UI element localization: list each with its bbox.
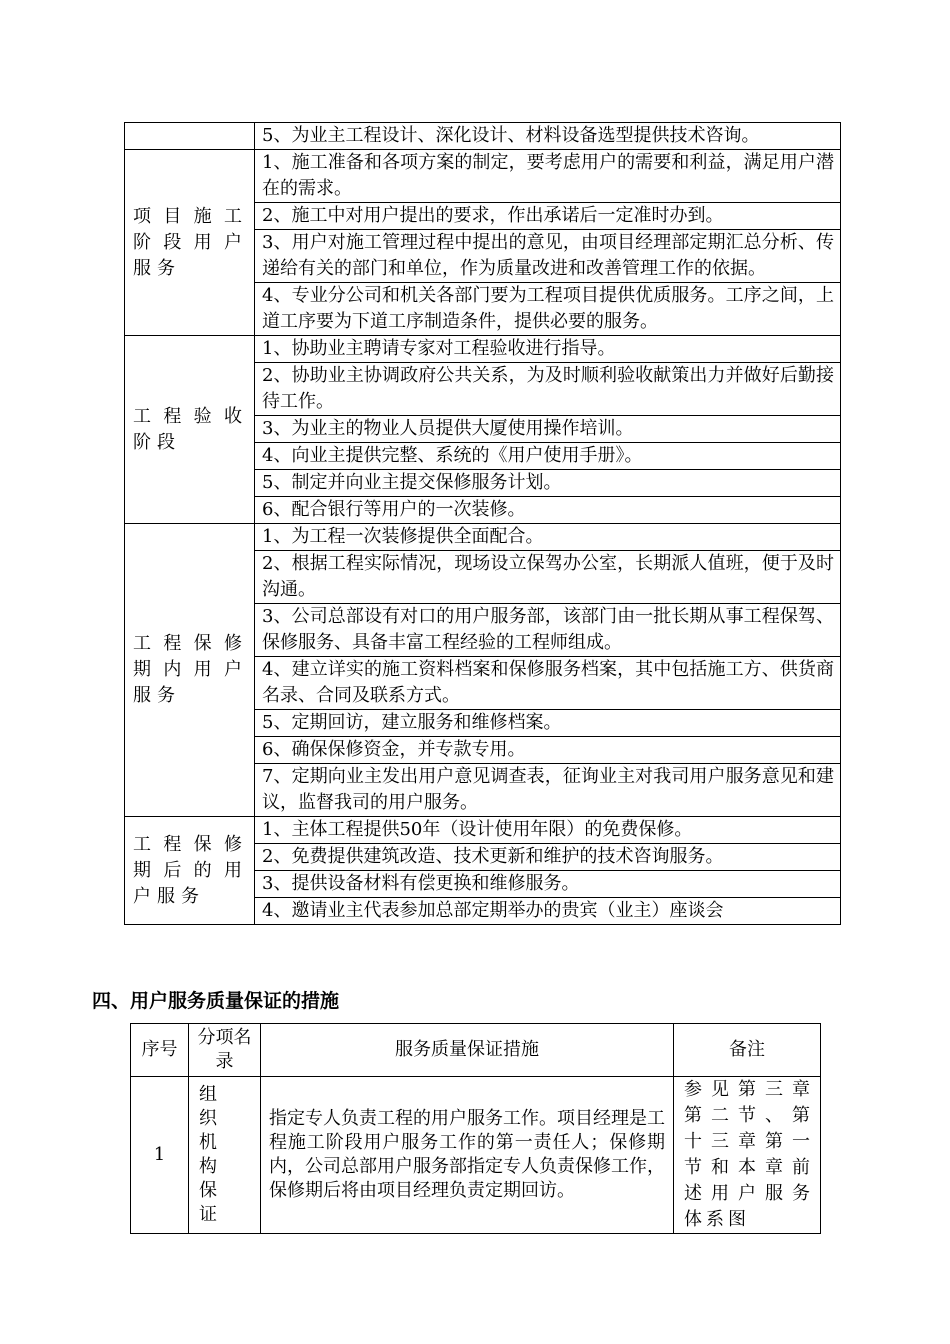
- table-header-row: [131, 1024, 821, 1077]
- table-row: [125, 524, 841, 551]
- seq-cell: 1: [131, 1077, 189, 1234]
- service-item-cell: 2、施工中对用户提出的要求，作出承诺后一定准时办到。: [255, 203, 841, 230]
- service-item-cell: 4、向业主提供完整、系统的《用户使用手册》。: [255, 443, 841, 470]
- service-item-cell: 5、制定并向业主提交保修服务计划。: [255, 470, 841, 497]
- table-row: [125, 817, 841, 844]
- section-heading: 四、用户服务质量保证的措施: [92, 990, 340, 1012]
- category-cell: 组织机构保证: [189, 1077, 261, 1234]
- table-row: [125, 123, 841, 150]
- service-item-cell: 3、提供设备材料有偿更换和维修服务。: [255, 871, 841, 898]
- service-item-cell: 4、专业分公司和机关各部门要为工程项目提供优质服务。工序之间，上道工序要为下道工序制造条件，提供必要的服务。: [255, 283, 841, 336]
- service-item-cell: 5、定期回访，建立服务和维修档案。: [255, 710, 841, 737]
- service-item-cell: 3、公司总部设有对口的用户服务部，该部门由一批长期从事工程保驾、保修服务、具备丰富工程经验的工程师组成。: [255, 604, 841, 657]
- service-item-cell: 1、为工程一次装修提供全面配合。: [255, 524, 841, 551]
- service-stage-table: [124, 122, 841, 925]
- service-item-cell: 6、配合银行等用户的一次装修。: [255, 497, 841, 524]
- service-item-cell: 1、协助业主聘请专家对工程验收进行指导。: [255, 336, 841, 363]
- service-item-cell: 4、建立详实的施工资料档案和保修服务档案，其中包括施工方、供货商名录、合同及联系方式。: [255, 657, 841, 710]
- table-row: [125, 336, 841, 363]
- service-item-cell: 6、确保保修资金，并专款专用。: [255, 737, 841, 764]
- stage-cell: [125, 123, 255, 150]
- service-item-cell: 4、邀请业主代表参加总部定期举办的贵宾（业主）座谈会: [255, 898, 841, 925]
- service-stage-table-body: [125, 123, 841, 925]
- service-item-cell: 3、为业主的物业人员提供大厦使用操作培训。: [255, 416, 841, 443]
- header-note: 备注: [674, 1024, 821, 1077]
- service-item-cell: 2、免费提供建筑改造、技术更新和维护的技术咨询服务。: [255, 844, 841, 871]
- service-item-cell: 7、定期向业主发出用户意见调查表，征询业主对我司用户服务意见和建议，监督我司的用户服务。: [255, 764, 841, 817]
- service-item-cell: 1、施工准备和各项方案的制定，要考虑用户的需要和利益，满足用户潜在的需求。: [255, 150, 841, 203]
- service-item-cell: 1、主体工程提供50年（设计使用年限）的免费保修。: [255, 817, 841, 844]
- measure-cell: 指定专人负责工程的用户服务工作。项目经理是工程施工阶段用户服务工作的第一责任人；保修期内，公司总部用户服务部指定专人负责保修工作，保修期后将由项目经理负责定期回访。: [261, 1077, 674, 1234]
- service-item-cell: 2、协助业主协调政府公共关系，为及时顺利验收献策出力并做好后勤接待工作。: [255, 363, 841, 416]
- stage-cell: 工程保修期后的用户服务: [125, 817, 255, 925]
- service-item-cell: 2、根据工程实际情况，现场设立保驾办公室，长期派人值班，便于及时沟通。: [255, 551, 841, 604]
- quality-assurance-table-body: [131, 1077, 821, 1234]
- quality-assurance-table: [130, 1023, 821, 1234]
- stage-cell: 项目施工阶段用户服务: [125, 150, 255, 336]
- service-item-cell: 5、为业主工程设计、深化设计、材料设备选型提供技术咨询。: [255, 123, 841, 150]
- service-item-cell: 3、用户对施工管理过程中提出的意见，由项目经理部定期汇总分析、传递给有关的部门和单位，作为质量改进和改善管理工作的依据。: [255, 230, 841, 283]
- stage-cell: 工程保修期内用户服务: [125, 524, 255, 817]
- table-row: [125, 150, 841, 203]
- header-seq: 序号: [131, 1024, 189, 1077]
- header-measure: 服务质量保证措施: [261, 1024, 674, 1077]
- note-cell: 参见第三章第二节、第十三章第一节和本章前述用户服务体系图: [674, 1077, 821, 1234]
- stage-cell: 工程验收阶段: [125, 336, 255, 524]
- table-row: [131, 1077, 821, 1234]
- header-category: 分项名录: [189, 1024, 261, 1077]
